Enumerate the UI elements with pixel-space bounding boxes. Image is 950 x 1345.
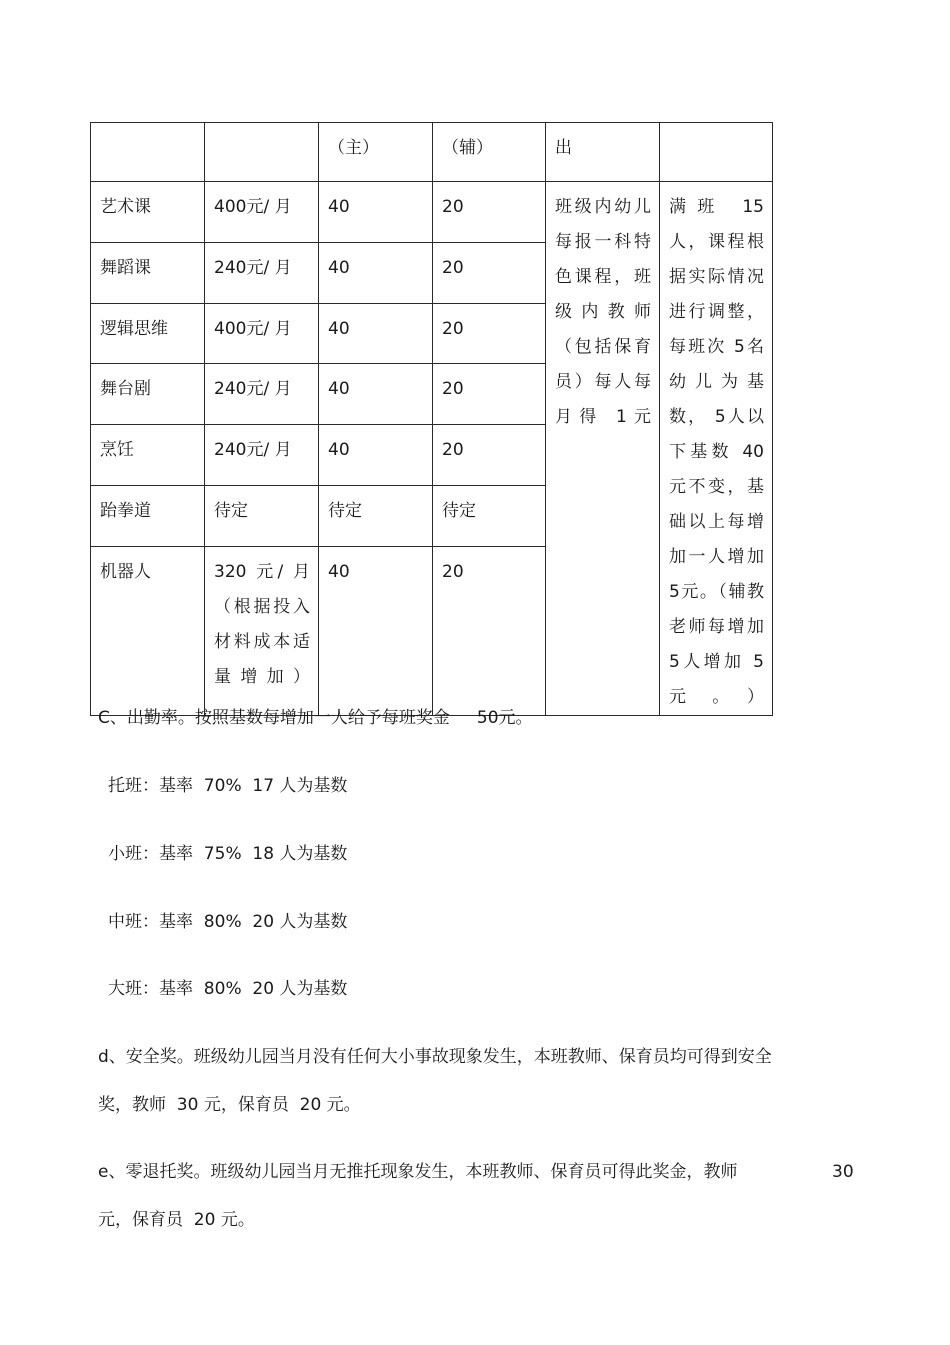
main-teacher-amount: 40 [319,303,433,364]
table-header-row [91,123,773,182]
class-bonus-note: 班级内幼儿每报一科特色课程，班级内教师（包括保育员）每人每月得 1元 [546,182,660,716]
header-cell-aux: （辅） [433,123,546,182]
main-teacher-amount: 40 [319,546,433,715]
attendance-zhongban: 中班：基率 80% 20 人为基数 [108,912,348,932]
retention-award-amount: 30 [832,1162,854,1182]
safety-award-line1: d、安全奖。班级幼儿园当月没有任何大小事故现象发生，本班教师、保育员均可得到安全 [98,1047,772,1067]
attendance-tuoban: 托班：基率 70% 17 人为基数 [108,776,348,796]
aux-teacher-amount: 20 [433,364,546,425]
course-price: 240元/ 月 [205,364,319,425]
main-teacher-amount: 待定 [319,486,433,547]
aux-teacher-amount: 待定 [433,486,546,547]
aux-teacher-amount: 20 [433,182,546,243]
attendance-daban: 大班：基率 80% 20 人为基数 [108,979,348,999]
course-price: 400元/ 月 [205,182,319,243]
course-price: 待定 [205,486,319,547]
header-cell [660,123,773,182]
main-teacher-amount: 40 [319,242,433,303]
course-name: 舞台剧 [91,364,205,425]
course-name: 舞蹈课 [91,242,205,303]
aux-teacher-amount: 20 [433,242,546,303]
aux-teacher-amount: 20 [433,303,546,364]
course-price: 400元/ 月 [205,303,319,364]
course-name: 烹饪 [91,425,205,486]
course-price: 320 元/ 月（根据投入材料成本适量增加） [205,546,319,715]
fee-table [90,122,773,716]
course-name: 逻辑思维 [91,303,205,364]
header-cell-main: （主） [319,123,433,182]
course-name: 机器人 [91,546,205,715]
main-teacher-amount: 40 [319,364,433,425]
main-teacher-amount: 40 [319,182,433,243]
safety-award-line2: 奖，教师 30 元，保育员 20 元。 [98,1095,361,1115]
header-cell-out: 出 [546,123,660,182]
class-size-note: 满班 15人，课程根据实际情况进行调整，每班次 5名幼儿为基数， 5人以下基数 40元不变，基础以上每增加一人增加 5元。（辅教老师每增加 5人增加 5元。） [660,182,773,716]
course-name: 跆拳道 [91,486,205,547]
header-cell [205,123,319,182]
course-name: 艺术课 [91,182,205,243]
aux-teacher-amount: 20 [433,425,546,486]
aux-teacher-amount: 20 [433,546,546,715]
attendance-xiaoban: 小班：基率 75% 18 人为基数 [108,844,348,864]
retention-award-line2: 元，保育员 20 元。 [98,1210,255,1230]
header-cell [91,123,205,182]
main-teacher-amount: 40 [319,425,433,486]
table-row [91,182,773,243]
course-price: 240元/ 月 [205,425,319,486]
retention-award-line1: e、零退托奖。班级幼儿园当月无推托现象发生，本班教师、保育员可得此奖金，教师 [98,1162,738,1182]
course-price: 240元/ 月 [205,242,319,303]
attendance-rule: C、出勤率。按照基数每增加一人给予每班奖金 50元。 [98,708,533,728]
